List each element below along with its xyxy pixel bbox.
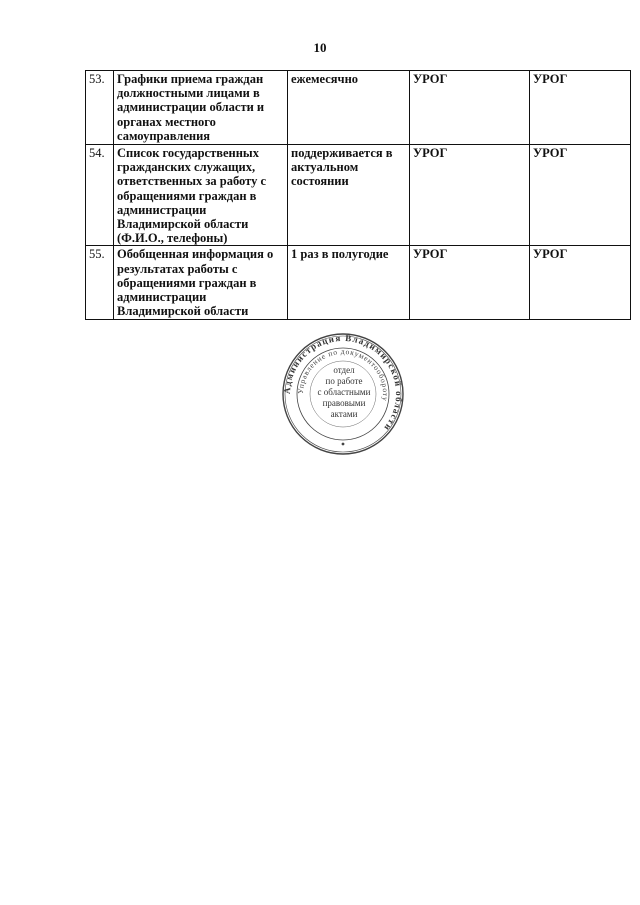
stamp-center-line: отдел [333, 365, 355, 375]
table-row [86, 71, 631, 145]
document-name: Список государственных гражданских служащих, ответственных за работу с обращениями граждан в администрации Владимирской области (Ф.И.О., телефоны) [114, 145, 288, 246]
responsible-department: УРОГ [530, 71, 631, 145]
responsible-department: УРОГ [410, 71, 530, 145]
responsible-department: УРОГ [530, 145, 631, 246]
page-number: 10 [313, 40, 327, 55]
responsible-department: УРОГ [410, 145, 530, 246]
responsible-department: УРОГ [530, 246, 631, 320]
stamp-center-line: правовыми [322, 398, 366, 408]
stamp-center-text [309, 365, 379, 420]
document-table [85, 70, 631, 320]
stamp-center-line: актами [330, 409, 358, 419]
document-name: Графики приема граждан должностными лицами в администрации области и органах местного самоуправления [114, 71, 288, 145]
stamp-center-line: с областными [317, 387, 371, 397]
document-name: Обобщенная информация о результатах работы с обращениями граждан в администрации Владимирской области [114, 246, 288, 320]
stamp-outer-ring-text: Администрация Владимирской области [281, 332, 405, 434]
row-number: 54. [86, 145, 114, 246]
update-frequency: 1 раз в полугодие [288, 246, 410, 320]
update-frequency: ежемесячно [288, 71, 410, 145]
table-row [86, 145, 631, 246]
stamp-inner-ring-text: Управление по документообороту [295, 346, 391, 403]
row-number: 55. [86, 246, 114, 320]
row-number: 53. [86, 71, 114, 145]
responsible-department: УРОГ [410, 246, 530, 320]
update-frequency: поддерживается в актуальном состоянии [288, 145, 410, 246]
table-row [86, 246, 631, 320]
stamp-center-line: по работе [325, 376, 363, 386]
